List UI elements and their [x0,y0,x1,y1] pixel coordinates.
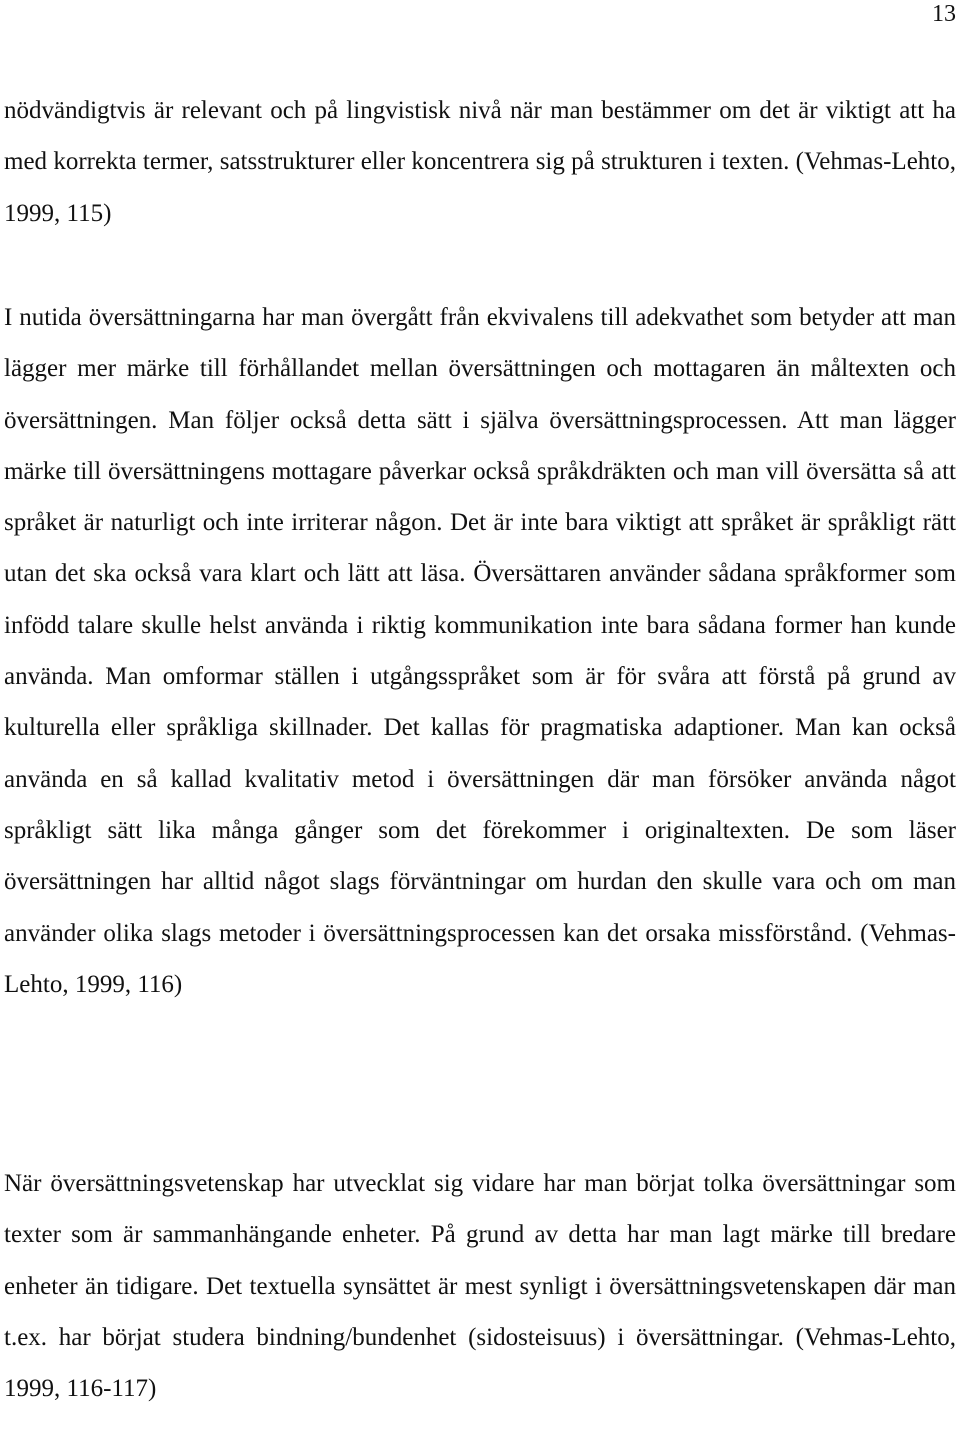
paragraph-2: I nutida översättningarna har man övergått från ekvivalens till adekvathet som betyder att man lägger mer märke till förhållandet mellan översättningen och mottagaren än måltexten och översättningen. Man följer också detta sätt i själva översättningsprocessen. Att man lägger märke till översättningens mottagare påverkar också språkdräkten och man vill översätta så att språket är naturligt och inte irriterar någon. Det är inte bara viktigt att språket är språkligt rätt utan det ska också vara klart och lätt att läsa. Översättaren använder sådana språkformer som infödd talare skulle helst använda i riktig kommunikation inte bara sådana former han kunde använda. Man omformar ställen i utgångsspråket som är för svåra att förstå på grund av kulturella eller språkliga skillnader. Det kallas för pragmatiska adaptioner. Man kan också använda en så kallad kvalitativ metod i översättningen där man försöker använda något språkligt sätt lika många gånger som det förekommer i originaltexten. De som läser översättningen har alltid något slags förväntningar om hurdan den skulle vara och om man använder olika slags metoder i översättningsprocessen kan det orsaka missförstånd. (Vehmas-Lehto, 1999, 116) [4,304,956,998]
document-body [4,85,956,1403]
paragraph-3: När översättningsvetenskap har utvecklat sig vidare har man börjat tolka översättningar som texter som är sammanhängande enheter. På grund av detta har man lagt märke till bredare enheter än tidigare. Det textuella synsättet är mest synligt i översättningsvetenskapen där man t.ex. har börjat studera bindning/bundenhet (sidosteisuus) i översättningar. (Vehmas-Lehto, 1999, 116-117) [4,1170,956,1403]
paragraph-1: nödvändigtvis är relevant och på lingvistisk nivå när man bestämmer om det är viktigt att ha med korrekta termer, satsstrukturer eller koncentrera sig på strukturen i texten. (Vehmas-Lehto, 1999, 115) [4,97,956,227]
page-number: 13 [932,1,956,27]
